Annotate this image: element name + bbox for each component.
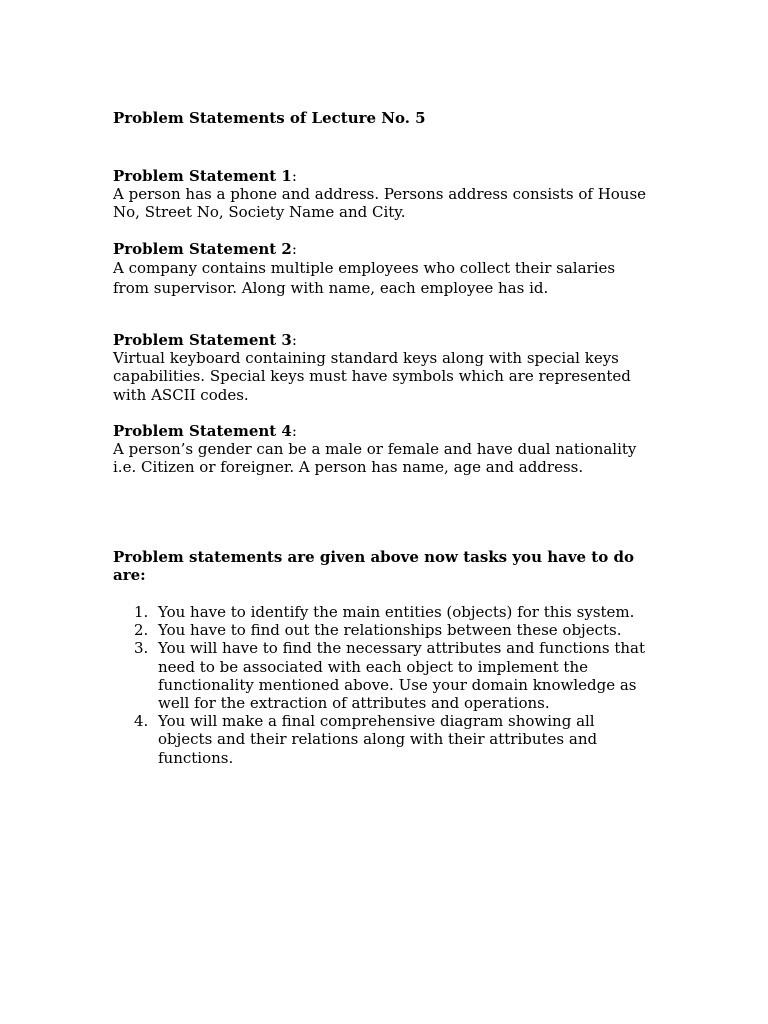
- problem-statement-1-heading: [113, 167, 673, 185]
- problem-statement-3-line: with ASCII codes.: [113, 385, 249, 404]
- problem-statement-2-heading-text: Problem Statement 2: [113, 240, 292, 258]
- task-number: 3.: [134, 639, 149, 658]
- problem-statement-4-heading-text: Problem Statement 4: [113, 422, 292, 440]
- task-list: [113, 603, 673, 767]
- task-number: 1.: [134, 603, 149, 621]
- problem-statement-2-heading: [113, 240, 673, 258]
- problem-statement-3-line: Virtual keyboard containing standard keys along with special keys: [113, 349, 619, 368]
- task-line: objects and their relations along with their attributes and: [158, 730, 598, 749]
- task-line: You will have to find the necessary attributes and functions that: [158, 639, 646, 658]
- problem-statement-3-heading: [113, 331, 673, 349]
- task-line: well for the extraction of attributes and operations.: [158, 694, 550, 713]
- task-item-2: [113, 621, 673, 639]
- task-line: You will make a final comprehensive diagram showing all: [158, 712, 595, 731]
- problem-statement-4-colon: :: [291, 422, 297, 440]
- problem-statement-4-heading: [113, 422, 673, 440]
- problem-statement-4-line: A person’s gender can be a male or female and have dual nationality: [113, 440, 637, 459]
- task-line: functions.: [158, 748, 234, 767]
- problem-statement-3-heading-text: Problem Statement 3: [113, 331, 292, 349]
- task-item-1: [113, 603, 673, 621]
- tasks-heading-line: Problem statements are given above now tasks you have to do: [113, 548, 634, 566]
- problem-statement-2-line: from supervisor. Along with name, each employee has id.: [113, 279, 549, 298]
- task-number: 4.: [134, 712, 149, 731]
- problem-statement-1-colon: :: [291, 167, 297, 185]
- problem-statement-4: [113, 422, 673, 477]
- task-item-3: [113, 639, 673, 712]
- task-ordered-list: [113, 603, 673, 767]
- tasks-heading: [113, 548, 653, 584]
- task-line: functionality mentioned above. Use your domain knowledge as: [158, 675, 637, 694]
- problem-statement-3-colon: :: [291, 331, 297, 349]
- problem-statement-1-line: A person has a phone and address. Persons address consists of House: [113, 185, 647, 204]
- problem-statement-1-line: No, Street No, Society Name and City.: [113, 203, 406, 222]
- problem-statement-1-heading-text: Problem Statement 1: [113, 167, 292, 185]
- problem-statement-3-line: capabilities. Special keys must have symbols which are represented: [113, 367, 631, 386]
- problem-statement-2: [113, 240, 673, 298]
- problem-statement-1: [113, 167, 673, 222]
- task-number: 2.: [134, 621, 149, 640]
- tasks-heading-line: are:: [113, 566, 146, 585]
- document-title: Problem Statements of Lecture No. 5: [113, 109, 426, 127]
- problem-statement-2-line: A company contains multiple employees who collect their salaries: [113, 259, 616, 278]
- problem-statement-2-colon: :: [291, 240, 297, 258]
- task-line: need to be associated with each object to implement the: [158, 657, 588, 676]
- task-line: You have to find out the relationships between these objects.: [158, 621, 622, 640]
- problem-statement-3: [113, 331, 673, 404]
- task-line: You have to identify the main entities (objects) for this system.: [158, 603, 635, 621]
- problem-statement-4-line: i.e. Citizen or foreigner. A person has name, age and address.: [113, 458, 584, 477]
- task-item-4: [113, 712, 673, 767]
